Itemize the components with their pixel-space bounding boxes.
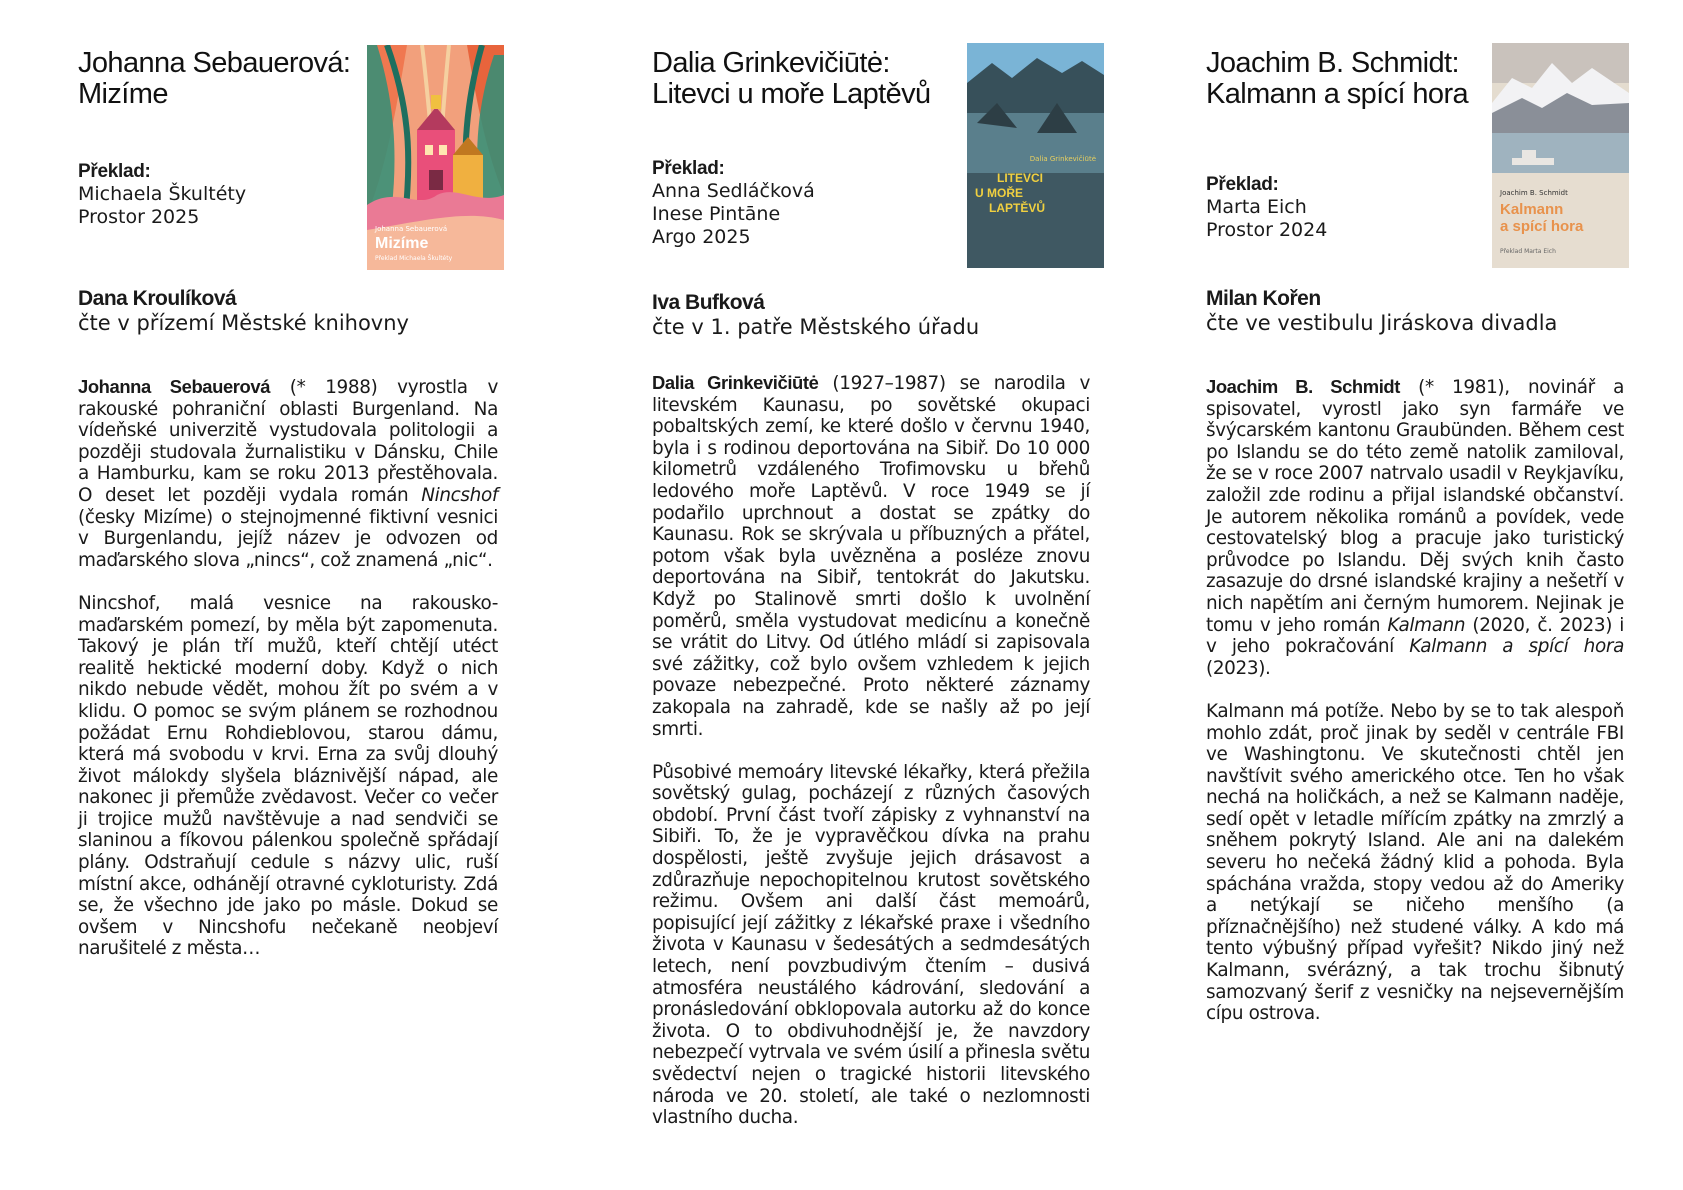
book-author: Dalia Grinkevičiūtė: [652, 47, 890, 79]
book-title [1206, 48, 1468, 110]
translation-label: Překlad: [1206, 174, 1279, 195]
book-cover-litevci [967, 43, 1104, 268]
reader-name: Dana Kroulíková [78, 287, 237, 310]
author-bio: Johanna Sebauerová (* 1988) vyrostla v rakouské pohraniční oblasti Burgenland. Na vídeňské univerzitě vystudovala politologii a později studovala žurnalistiku v Dánsku, Chile a Hamburku, kam se roku 2013 přestěhovala. O deset let později vydala román Nincshof (česky Mizíme) o stejnojmenné fiktivní vesnici v Burgenlandu, jejíž název je odvozen od maďarského slova „nincs“, což znamená „nic“. [78, 376, 498, 571]
reader-info [78, 287, 409, 335]
cover-translator: Překlad Michaela Škultéty [375, 255, 453, 262]
book-title-text: Litevci u moře Laptěvů [652, 78, 931, 110]
author-bio: Dalia Grinkevičiūtė (1927–1987) se narodila v litevském Kaunasu, po sovětské okupaci pobaltských zemí, ke které došlo v červnu 1940, byla i s rodinou deportována na Sibiř. Do 10 000 kilometrů vzdáleného Trofimovsku u břehů ledového moře Laptěvů. V roce 1949 se jí podařilo uprchnout a dostat se zpátky do Kaunasu. Rok se skrývala u příbuzných a přátel, potom však byla uvězněna a posléze znovu deportována na Sibiř, tentokrát do Jakutsku. Když po Stalinově smrti došlo k uvolnění poměrů, směla vystudovat medicínu a konečně se vrátit do Litvy. Od útlého mládí si zapisovala své zážitky, což bylo ovšem vzhledem k jejich povaze nebezpečné. Proto některé záznamy zakopala na zahradě, kde se našly až po její smrti. [652, 372, 1090, 740]
translator-name: Michaela Škultéty [78, 183, 247, 205]
reader-info [652, 291, 979, 339]
author-bio: Joachim B. Schmidt (* 1981), novinář a spisovatel, vyrostl jako syn farmáře ve švýcarském kantonu Graubünden. Během cest po Islandu se do této země natolik zamiloval, že se v roce 2007 natrvalo usadil v Reykjavíku, založil zde rodinu a přijal islandské občanství. Je autorem několika románů a povídek, vede cestovatelský blog a pracuje jako turistický průvodce po Islandu. Děj svých knih často zasazuje do drsné islandské krajiny a nešetří v nich napětím ani černým humorem. Nejinak je tomu v jeho román Kalmann (2020, č. 2023) i v jeho pokračování Kalmann a spící hora (2023). [1206, 376, 1624, 679]
book-title [652, 48, 931, 110]
cover-title: Kalmann a spící hora [1500, 201, 1584, 235]
cover-author: Dalia Grinkevičiūtė [1029, 155, 1096, 163]
translation-label: Překlad: [652, 158, 725, 179]
book-annotation: Nincshof, malá vesnice na rakousko-maďarském pomezí, by měla být zapomenuta. Takový je plán tří mužů, kteří chtějí utéct realitě hektické moderní doby. Když o nich nikdo nebude vědět, mohou žít po svém a v klidu. O pomoc se svým plánem se rozhodnou požádat Ernu Rohdieblovou, starou dámu, která má svobodu v krvi. Erna za svůj dlouhý život málokdy slyšela bláznivější nápad, ale nakonec ji přemůže zvědavost. Večer co večer ji trojice mužů navštěvuje a nad sendviči se slaninou a fíkovou pálenkou společně spřádají plány. Odstraňují cedule s názvy ulic, ruší místní akce, odhánějí otravné cykloturisty. Zdá se, že všechno jde jako po másle. Dokud se ovšem v Nincshofu nečekaně neobjeví narušitelé z města… [78, 592, 498, 960]
translator-name: Inese Pintāne [652, 203, 781, 225]
cover-title: LITEVCI U MOŘE LAPTĚVŮ [975, 171, 1046, 215]
reader-info [1206, 287, 1557, 335]
book-annotation: Kalmann má potíže. Nebo by se to tak alespoň mohlo zdát, proč jinak by seděl v centrále FBI ve Washingtonu. Ve skutečnosti chtěl jen navštívit svého amerického otce. Ten ho však nechá na holičkách, a než se Kalmann naděje, sedí opět v letadle mířícím zpátky na zmrzlý a sněhem pokrytý Island. Ale ani na dalekém severu ho nečeká žádný klid a pohoda. Byla spáchána vražda, stopy vedou až do Ameriky a netýkají se ničeho menšího (a příznačnějšího) než studené války. A kdo má tento výbušný případ vyřešit? Nikdo jiný než Kalmann, svérázný, a tak trochu šibnutý samozvaný šerif z vesničky na nejsevernějším cípu ostrova. [1206, 700, 1624, 1025]
reader-name: Milan Kořen [1206, 287, 1321, 310]
cover-translator: Překlad Marta Eich [1500, 248, 1556, 255]
translation-info [1206, 173, 1327, 242]
book-description [652, 372, 1090, 1150]
reader-place: čte v 1. patře Městského úřadu [652, 315, 980, 339]
translator-name: Marta Eich [1206, 196, 1307, 218]
cover-author: Johanna Sebauerová [375, 225, 448, 233]
book-title-text: Kalmann a spící hora [1206, 78, 1469, 110]
book-title-text: Mizíme [78, 78, 168, 110]
book-cover-kalmann [1492, 43, 1629, 268]
book-cover-mizime [367, 45, 504, 270]
publisher: Prostor 2024 [1206, 219, 1328, 241]
cover-author: Joachim B. Schmidt [1500, 189, 1568, 197]
reader-name: Iva Bufková [652, 291, 765, 314]
translation-label: Překlad: [78, 161, 151, 182]
publisher: Prostor 2025 [78, 206, 200, 228]
book-title [78, 48, 350, 110]
book-description [1206, 376, 1624, 1046]
cover-title: Mizíme [375, 235, 429, 252]
book-author: Joachim B. Schmidt: [1206, 47, 1459, 79]
translator-name: Anna Sedláčková [652, 180, 815, 202]
reader-place: čte v přízemí Městské knihovny [78, 311, 409, 335]
reader-place: čte ve vestibulu Jiráskova divadla [1206, 311, 1558, 335]
book-description [78, 376, 498, 982]
publisher: Argo 2025 [652, 226, 751, 248]
translation-info [78, 160, 246, 229]
book-author: Johanna Sebauerová: [78, 47, 351, 79]
translation-info [652, 157, 815, 249]
book-annotation: Působivé memoáry litevské lékařky, která přežila sovětský gulag, pocházejí z různých časových období. První část tvoří zápisky z vyhnanství na Sibiři. To, že je vypravěčkou dívka na prahu dospělosti, ještě zvyšuje jejich drásavost a zdůrazňuje nepochopitelnou krutost sovětského režimu. Ovšem ani další část memoárů, popisující její zážitky z lékařské praxe i všedního života v Kaunasu v šedesátých a sedmdesátých letech, není povzbudivým čtením – dusivá atmosféra neustálého kádrování, sledování a pronásledování obklopovala autorku až do konce života. O to obdivuhodnější je, že navzdory nebezpečí vytrvala ve svém úsilí a přinesla světu svědectví nejen o tragické historii litevského národa ve 20. století, ale také o nezlomnosti vlastního ducha. [652, 761, 1090, 1129]
